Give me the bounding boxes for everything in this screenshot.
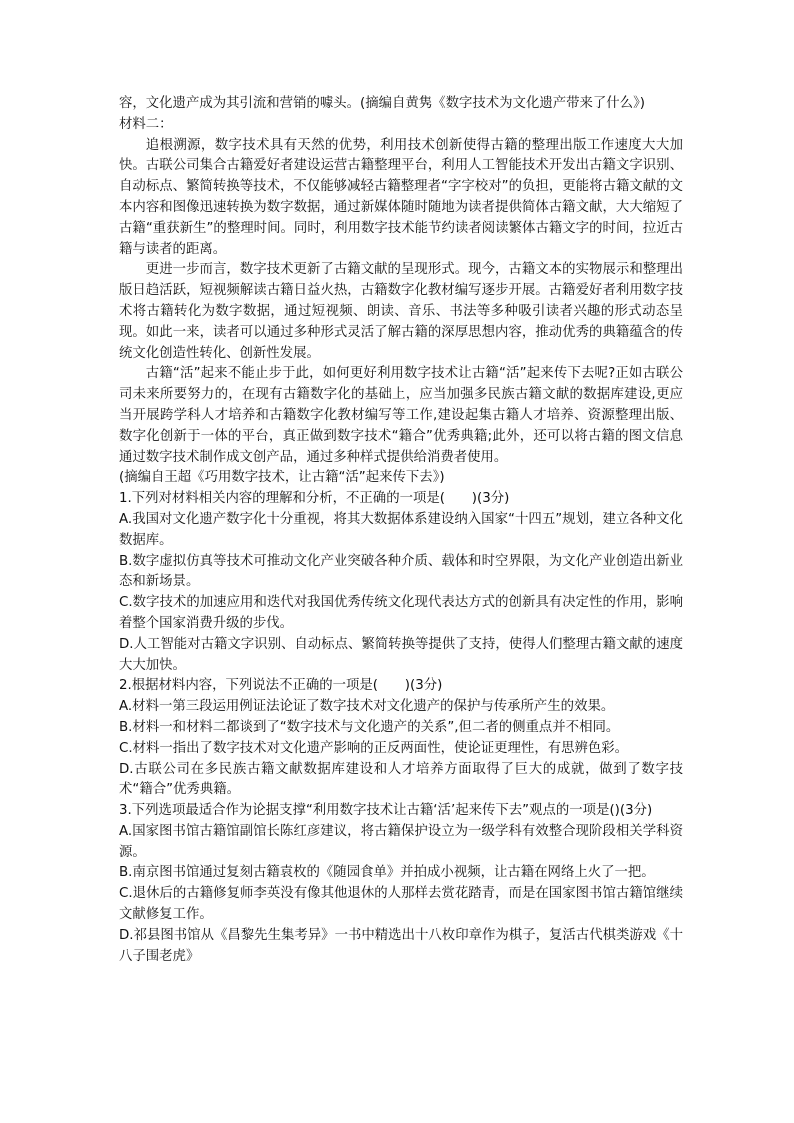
material2-label: 材料二：	[119, 116, 173, 132]
question-1-option-c: C.数字技术的加速应用和迭代对我国优秀传统文化现代表达方式的创新具有决定性的作用，影响着整个国家消费升级的步伐。	[119, 595, 683, 631]
question-3-option-a: A.国家图书馆古籍馆副馆长陈红彦建议，将古籍保护设立为一级学科有效整合现阶段相关学科资源。	[119, 823, 683, 860]
question-1-option-b: B.数字虚拟仿真等技术可推动文化产业突破各种介质、载体和时空界限，为文化产业创造出新业态和新场景。	[119, 553, 683, 590]
question-1-option-d: D.人工智能对古籍文字识别、自动标点、繁简转换等提供了支持，使得人们整理古籍文献的速度大大加快。	[119, 636, 683, 673]
question-3-stem: 3.下列选项最适合作为论据支撑“利用数字技术让古籍‘活’起来传下去”观点的一项是()(3分)	[119, 803, 653, 819]
question-2-option-c: C.材料一指出了数字技术对文化遗产影响的正反两面性，使论证更理性，有思辨色彩。	[119, 740, 629, 756]
material2-paragraph-1: 追根溯源，数字技术具有天然的优势，利用技术创新使得古籍的整理出版工作速度大大加快。古联公司集合古籍爱好者建设运营古籍整理平台，利用人工智能技术开发出古籍文字识别、自动标点、繁简转换等技术，不仅能够减轻古籍整理者“字字校对”的负担，更能将古籍文献的文本内容和图像迅速转换为数字数据，通过新媒体随时随地为读者提供简体古籍文献，大大缩短了古籍“重获新生”的整理时间。同时，利用数字技术能节约读者阅读繁体古籍文字的时间，拉近古籍与读者的距离。	[119, 137, 683, 257]
question-3-option-c: C.退休后的古籍修复师李英没有像其他退休的人那样去赏花踏青，而是在国家图书馆古籍馆继续文献修复工作。	[119, 886, 683, 923]
question-3-option-d: D.祁县图书馆从《昌黎先生集考异》一书中精选出十八枚印章作为棋子，复活古代棋类游戏《十八子围老虎》	[119, 927, 683, 964]
question-2-option-b: B.材料一和材料二都谈到了“数字技术与文化遗产的关系”,但二者的侧重点并不相同。	[119, 719, 620, 735]
material2-source: (摘编自王超《巧用数字技术，让古籍“活”起来传下去》)	[119, 470, 445, 486]
exam-page	[119, 94, 683, 967]
question-2-stem: 2.根据材料内容，下列说法不正确的一项是( )(3分)	[119, 678, 443, 694]
question-2-option-d: D.古联公司在多民族古籍文献数据库建设和人才培养方面取得了巨大的成就，做到了数字技术“籍合”优秀典籍。	[119, 761, 683, 798]
question-1-stem: 1.下列对材料相关内容的理解和分析，不正确的一项是( )(3分)	[119, 491, 510, 507]
material2-paragraph-2: 更进一步而言，数字技术更新了古籍文献的呈现形式。现今，古籍文本的实物展示和整理出版日趋活跃，短视频解读古籍日益火热，古籍数字化教材编写逐步开展。古籍爱好者利用数字技术将古籍转化为数字数据，通过短视频、朗读、音乐、书法等多种吸引读者兴趣的形式动态呈现。如此一来，读者可以通过多种形式灵活了解古籍的深厚思想内容，推动优秀的典籍蕴含的传统文化创造性转化、创新性发展。	[119, 262, 683, 361]
material1-tail: 容，文化遗产成为其引流和营销的噱头。(摘编自黄隽《数字技术为文化遗产带来了什么》)	[119, 96, 645, 111]
question-2-option-a: A.材料一第三段运用例证法论证了数字技术对文化遗产的保护与传承所产生的效果。	[119, 699, 615, 715]
question-1-option-a: A.我国对文化遗产数字化十分重视，将其大数据体系建设纳入国家“十四五”规划，建立各种文化数据库。	[119, 511, 683, 548]
question-3-option-b: B.南京图书馆通过复刻古籍袁枚的《随园食单》并拍成小视频，让古籍在网络上火了一把。	[119, 865, 655, 881]
material2-paragraph-3: 古籍“活”起来不能止步于此，如何更好利用数字技术让古籍“活”起来传下去呢?正如古联公司未来所要努力的，在现有古籍数字化的基础上，应当加强多民族古籍文献的数据库建设,更应当开展跨学科人才培养和古籍数字化教材编写等工作,建设起集古籍人才培养、资源整理出版、数字化创新于一体的平台，真正做到数字技术“籍合”优秀典籍;此外，还可以将古籍的图文信息通过数字技术制作成文创产品，通过多种样式提供给消费者使用。	[119, 366, 683, 465]
